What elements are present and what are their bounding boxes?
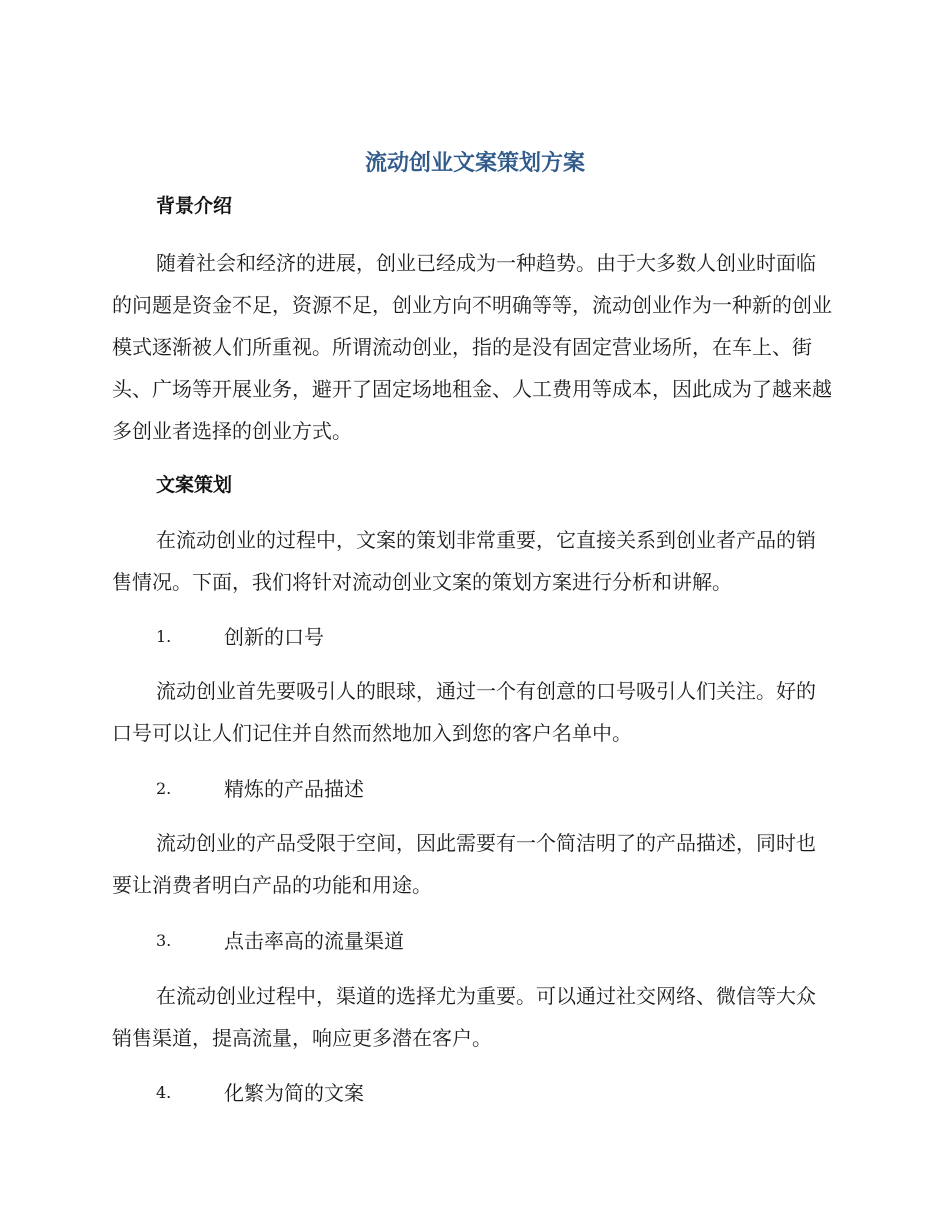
paragraph-copy-planning: 在流动创业的过程中，文案的策划非常重要，它直接关系到创业者产品的销售情况。下面，我们将针对流动创业文案的策划方案进行分析和讲解。	[112, 528, 816, 594]
paragraph-item-3: 在流动创业过程中，渠道的选择尤为重要。可以通过社交网络、微信等大众销售渠道，提高流量，响应更多潜在客户。	[112, 984, 816, 1050]
list-item-number: 2.	[156, 779, 172, 798]
list-item-2	[156, 774, 364, 804]
section-heading-background: 背景介绍	[156, 195, 233, 217]
paragraph-item-2: 流动创业的产品受限于空间，因此需要有一个简洁明了的产品描述，同时也要让消费者明白产品的功能和用途。	[112, 831, 816, 897]
list-item-label: 创新的口号	[224, 625, 324, 649]
list-item-label: 化繁为简的文案	[224, 1081, 364, 1105]
section-heading-copy-planning: 文案策划	[156, 474, 233, 496]
paragraph-item-1: 流动创业首先要吸引人的眼球，通过一个有创意的口号吸引人们关注。好的口号可以让人们记住并自然而然地加入到您的客户名单中。	[112, 679, 816, 745]
list-item-3	[156, 926, 404, 956]
list-item-number: 4.	[156, 1083, 172, 1102]
list-item-label: 精炼的产品描述	[224, 777, 364, 801]
document-title: 流动创业文案策划方案	[364, 151, 585, 176]
list-item-number: 1.	[156, 627, 172, 646]
list-item-number: 3.	[156, 931, 172, 950]
list-item-4	[156, 1078, 364, 1108]
paragraph-background: 随着社会和经济的进展，创业已经成为一种趋势。由于大多数人创业时面临的问题是资金不足，资源不足，创业方向不明确等等，流动创业作为一种新的创业模式逐渐被人们所重视。所谓流动创业，指的是没有固定营业场所，在车上、街头、广场等开展业务，避开了固定场地租金、人工费用等成本，因此成为了越来越多创业者选择的创业方式。	[112, 251, 832, 443]
list-item-1	[156, 622, 324, 652]
list-item-label: 点击率高的流量渠道	[224, 929, 404, 953]
